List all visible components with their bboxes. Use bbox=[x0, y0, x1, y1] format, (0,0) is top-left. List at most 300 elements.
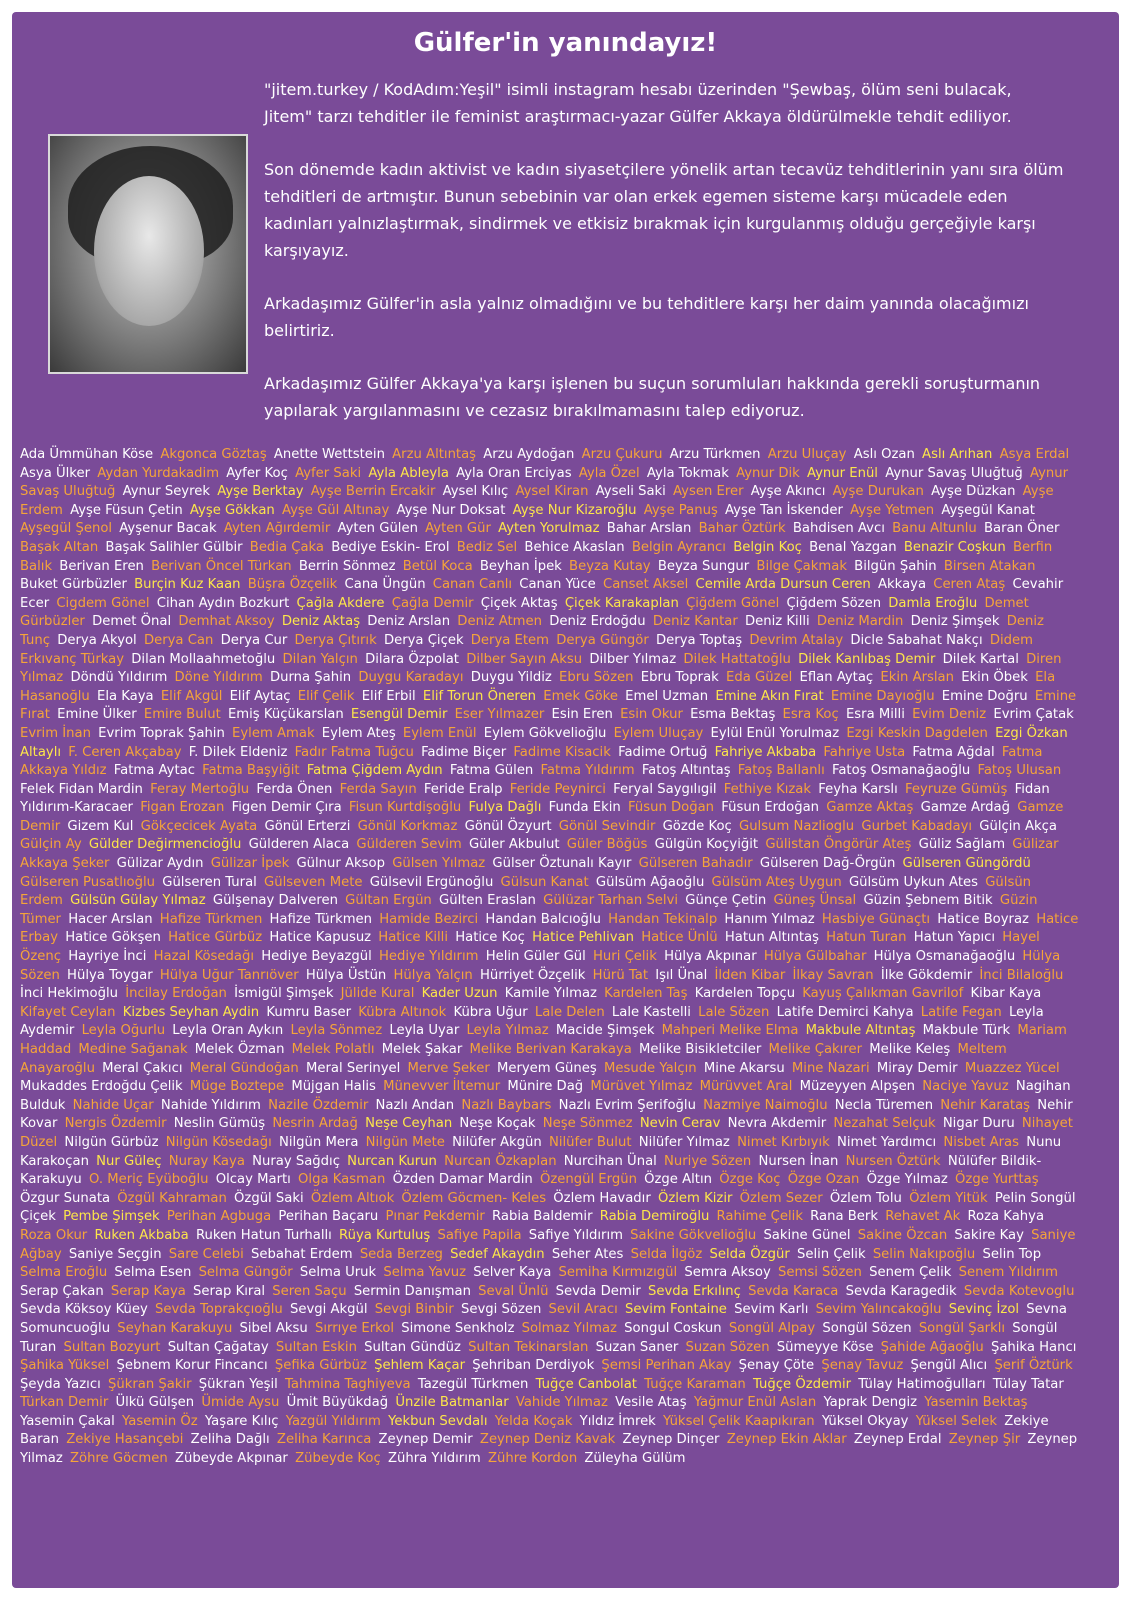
signatory-name: Dilara Özpolat bbox=[365, 651, 459, 667]
portrait-face-shape bbox=[94, 176, 204, 326]
signatory-name: Dilek Kartal bbox=[942, 651, 1019, 667]
signatory-name: Huri Çelik bbox=[593, 949, 657, 965]
signatory-name: Selver Kaya bbox=[473, 1265, 552, 1281]
signatory-name: Duygu Karadayı bbox=[358, 670, 464, 686]
signatory-name: Ekin Arslan bbox=[880, 670, 954, 686]
signatory-name: Selin Top bbox=[982, 1246, 1042, 1262]
signatory-name: Nimet Kırbıyık bbox=[737, 1134, 830, 1150]
signatory-name: Derya Cur bbox=[220, 632, 288, 648]
signatory-name: Zeynep Yilmaz bbox=[20, 1432, 1078, 1467]
signatory-name: Sultan Çağatay bbox=[167, 1339, 269, 1355]
signatory-name: Gülseren Pusatlıoğlu bbox=[20, 874, 156, 890]
signatory-name: Özlem Altıok bbox=[310, 1190, 395, 1206]
signatory-name: Tahmina Taghiyeva bbox=[285, 1376, 411, 1392]
signatory-name: Ayla Özel bbox=[578, 465, 640, 481]
signatory-name: Aynur Seyrek bbox=[122, 484, 210, 500]
signatory-name: Hacer Arslan bbox=[68, 911, 153, 927]
signatory-name: Selma Eroğlu bbox=[20, 1265, 108, 1281]
signatory-name: Ayşe Panuş bbox=[643, 502, 718, 518]
signatory-name: Emire Bulut bbox=[143, 707, 221, 723]
signatory-name: Suzan Saner bbox=[595, 1339, 679, 1355]
signatory-name: Müge Boztepe bbox=[189, 1079, 285, 1095]
signatory-name: Ayşenur Bacak bbox=[119, 521, 217, 537]
signatory-name: Züleyha Gülüm bbox=[584, 1451, 686, 1467]
signatory-name: Nehir Karataş bbox=[940, 1097, 1031, 1113]
signatory-name: Mahperi Melike Elma bbox=[661, 1023, 799, 1039]
signatory-name: Demet Gürbüzler bbox=[20, 595, 1029, 630]
signatory-name: Ruken Hatun Turhallı bbox=[195, 1227, 332, 1243]
signatory-name: Ünzile Batmanlar bbox=[395, 1395, 509, 1411]
signatory-name: Rüya Kurtuluş bbox=[339, 1227, 431, 1243]
signatory-name: Hülya Toygar bbox=[67, 967, 153, 983]
signatory-name: Ümide Aysu bbox=[201, 1395, 280, 1411]
signatory-name: Yaşare Kılıç bbox=[204, 1413, 279, 1429]
signatory-name: Leyla Aydemir bbox=[20, 1004, 1044, 1039]
signatory-name: Güler Böğüs bbox=[566, 837, 648, 853]
signatory-name: Ayfer Saki bbox=[295, 465, 362, 481]
signatory-name: Özge Koç bbox=[719, 1172, 781, 1188]
signatory-name: Didem Erkıvanç Türkay bbox=[20, 632, 1033, 667]
signatory-name: Evrim Çatak bbox=[993, 707, 1074, 723]
signatory-name: Yüksel Selek bbox=[915, 1413, 997, 1429]
signatory-name: Gurbet Kabadayı bbox=[861, 818, 973, 834]
signatory-name: Cemile Arda Dursun Ceren bbox=[695, 577, 871, 593]
poster-panel bbox=[12, 12, 1119, 1588]
signatory-name: Ebru Toprak bbox=[640, 670, 719, 686]
signatory-name: Semiha Kırmızıgül bbox=[558, 1265, 678, 1281]
signatory-name: Yıldız İmrek bbox=[579, 1413, 656, 1429]
signatory-name: Selin Nakıpoğlu bbox=[872, 1246, 976, 1262]
signatory-name: Saniye Seçgin bbox=[68, 1246, 162, 1262]
signatory-name: Sibel Aksu bbox=[239, 1320, 308, 1336]
signatory-name: Fidan Yıldırım-Karacaer bbox=[20, 781, 1050, 816]
signatory-name: Kayuş Çalıkman Gavrilof bbox=[802, 986, 964, 1002]
signatory-name: Gülseren Güngördü bbox=[902, 856, 1031, 872]
signatory-name: Yelda Koçak bbox=[494, 1413, 573, 1429]
signatory-name: Seda Berzeg bbox=[359, 1246, 443, 1262]
signatory-name: Jülide Kural bbox=[340, 986, 415, 1002]
signatory-name: Eser Yılmazer bbox=[454, 707, 545, 723]
signatory-name: Ayşe Düzkan bbox=[931, 484, 1016, 500]
signatory-name: Makbule Altıntaş bbox=[805, 1023, 916, 1039]
signatory-name: Hatice Boyraz bbox=[937, 911, 1029, 927]
signatory-name: Nihayet Düzel bbox=[20, 1116, 1073, 1150]
signatory-name: Esma Bektaş bbox=[690, 707, 776, 723]
signatory-name: Figan Erozan bbox=[140, 800, 225, 816]
signatory-name: Sevda Demir bbox=[555, 1283, 641, 1299]
signatory-name: Selma Yavuz bbox=[383, 1265, 467, 1281]
signatory-name: Şengül Alıcı bbox=[910, 1358, 988, 1374]
signatory-name: Semsi Sözen bbox=[778, 1265, 862, 1281]
signatory-name: Derya Akyol bbox=[57, 632, 137, 648]
signatory-name: Hatice Koç bbox=[455, 930, 525, 946]
signatory-name: Melike Keleş bbox=[869, 1042, 951, 1057]
signatory-name: Nilgün Gürbüz bbox=[64, 1134, 159, 1150]
signatory-name: Hatice Gökşen bbox=[65, 930, 161, 946]
signatory-name: Çağla Akdere bbox=[296, 595, 385, 611]
signatory-name: Özge Yurttaş bbox=[955, 1172, 1039, 1188]
signatory-name: Derya Etem bbox=[470, 632, 550, 648]
signatory-name: Asya Ülker bbox=[20, 465, 90, 481]
signatory-name: Safiye Yıldırım bbox=[528, 1227, 623, 1243]
signatory-name: Fatoş Altıntaş bbox=[641, 763, 731, 779]
signatory-name: Nahide Uçar bbox=[72, 1097, 154, 1113]
signatory-name: Olga Kasman bbox=[298, 1172, 386, 1188]
signatory-name: Gülsen Yılmaz bbox=[392, 856, 486, 872]
signatory-name: Şükran Şakir bbox=[107, 1376, 192, 1392]
signatory-name: Olcay Martı bbox=[215, 1172, 291, 1188]
signatory-name: Latife Demirci Kahya bbox=[776, 1004, 914, 1020]
signatory-name: Ayten Gür bbox=[425, 521, 491, 537]
signatory-name: Demet Önal bbox=[92, 614, 172, 630]
signatory-name: Melike Berivan Karakaya bbox=[469, 1042, 632, 1057]
signatory-name: Fahriye Akbaba bbox=[714, 744, 817, 760]
signatory-name: Nursen Öztürk bbox=[845, 1153, 941, 1169]
signatory-name: Gülseren Tural bbox=[162, 874, 257, 890]
signatory-name: Sevim Fontaine bbox=[625, 1302, 727, 1318]
signatory-name: Ayşegül Kanat bbox=[941, 502, 1035, 518]
signatory-name: Yasemin Öz bbox=[122, 1413, 198, 1429]
signatory-name: Emine Dayıoğlu bbox=[830, 688, 935, 704]
signatory-name: Berivan Öncel Türkan bbox=[151, 558, 292, 574]
signatory-name: Nur Güleç bbox=[96, 1153, 162, 1169]
signatory-name: Berivan Eren bbox=[59, 558, 144, 574]
signatory-name: Gülseren Bahadır bbox=[638, 856, 753, 872]
signatory-name: Aydan Yurdakadim bbox=[97, 465, 220, 481]
signatory-name: Kumru Baser bbox=[266, 1004, 352, 1020]
signatory-name: Tazegül Türkmen bbox=[417, 1376, 529, 1392]
signatory-name: Suzan Sözen bbox=[685, 1339, 770, 1355]
signatory-name: Cigdem Gönel bbox=[56, 595, 150, 611]
signatory-name: Sevda Erkılınç bbox=[647, 1283, 741, 1299]
signatory-name: Sevda Toprakçıoğlu bbox=[155, 1302, 283, 1318]
signatory-name: Ayten Gülen bbox=[337, 521, 418, 537]
signatory-name: Songül Alpay bbox=[728, 1320, 816, 1336]
signatory-name: Nurcan Kurun bbox=[347, 1153, 437, 1169]
signatory-name: Tuğçe Özdemir bbox=[752, 1376, 852, 1392]
signatory-name: Kamile Yılmaz bbox=[504, 986, 597, 1002]
signatory-name: Fatma Akkaya Yıldız bbox=[20, 744, 1043, 779]
signatory-name: Nahide Yıldırım bbox=[160, 1097, 261, 1113]
signatory-name: Fadime Kisacik bbox=[513, 744, 611, 760]
signatory-name: Ada Ümmühan Köse bbox=[20, 447, 154, 462]
signatory-name: Deniz Aktaş bbox=[281, 614, 361, 630]
signatory-name: Özge Altın bbox=[644, 1172, 712, 1188]
signatory-name: Gülten Eraslan bbox=[439, 893, 536, 909]
signatory-name: Songül Sözen bbox=[822, 1320, 912, 1336]
signatory-name: Tuğçe Canbolat bbox=[535, 1376, 637, 1392]
signatory-name: Fatma Başyiğit bbox=[202, 763, 300, 779]
signatory-name: Derya Çiçek bbox=[383, 632, 464, 648]
signatory-name: Feride Eralp bbox=[423, 781, 503, 797]
signatory-name: Lale Kastelli bbox=[611, 1004, 691, 1020]
signatory-name: Münevver İltemur bbox=[383, 1079, 501, 1095]
signatory-name: Gülizar İpek bbox=[210, 856, 290, 872]
signatory-name: Nergis Özdemir bbox=[64, 1116, 167, 1132]
signatory-name: Nurcan Özkaplan bbox=[444, 1153, 557, 1169]
signatory-name: Sevgi Binbir bbox=[374, 1302, 454, 1318]
signatory-name: Naciye Yavuz bbox=[922, 1079, 1009, 1095]
signatory-name: Hatice Pehlivan bbox=[532, 930, 635, 946]
signatory-name: Demhat Aksoy bbox=[178, 614, 275, 630]
signatory-name: Hülya Sözen bbox=[20, 949, 1061, 983]
signatory-name: Dilek Hattatoğlu bbox=[683, 651, 791, 667]
signatory-name: Semra Aksoy bbox=[684, 1265, 771, 1281]
signatory-name: Songül Turan bbox=[20, 1320, 1058, 1355]
signatory-name: Zühra Yıldırım bbox=[387, 1451, 481, 1467]
signatory-name: Fulya Dağlı bbox=[468, 800, 542, 816]
signatory-name: Songül Şarklı bbox=[918, 1320, 1006, 1336]
signatory-name: Çağla Demir bbox=[391, 595, 474, 611]
signatory-name: Tülay Hatimoğulları bbox=[858, 1376, 986, 1392]
signatory-name: Gönül Korkmaz bbox=[357, 818, 458, 834]
signatory-name: Yasemin Bektaş bbox=[924, 1395, 1028, 1411]
signatory-name: Latife Fegan bbox=[920, 1004, 1002, 1020]
signatory-name: Seyhan Karakuyu bbox=[117, 1320, 233, 1336]
signatory-name: Nilüfer Bulut bbox=[548, 1134, 632, 1150]
signatory-name: Çiçek Karakaplan bbox=[564, 595, 679, 611]
signatory-name: Deniz Arslan bbox=[367, 614, 451, 630]
signatory-name: Arzu Çukuru bbox=[581, 447, 663, 462]
signatory-name: Gülistan Öngörür Ateş bbox=[765, 837, 912, 853]
signatory-name: Döne Yıldırım bbox=[174, 670, 263, 686]
signatory-name: Hatice Ünlü bbox=[641, 930, 718, 946]
signatory-name: Ayşe Gül Altınay bbox=[281, 502, 390, 518]
signatory-name: Şahika Hancı bbox=[990, 1339, 1077, 1355]
signatory-name: Elif Çelik bbox=[297, 688, 355, 704]
signatory-name: Zeynep Dinçer bbox=[622, 1432, 720, 1448]
signatory-name: Özden Damar Mardin bbox=[392, 1172, 533, 1188]
signatory-name: Zeliha Karınca bbox=[276, 1432, 372, 1448]
signatory-name: Perihan Agbuga bbox=[166, 1209, 272, 1225]
signatory-name: İncilay Erdoğan bbox=[125, 986, 227, 1002]
signatory-name: Meltem Anayaroğlu bbox=[20, 1042, 1007, 1076]
signatory-name: Güzin Şebnem Bitik bbox=[863, 893, 993, 909]
signatory-name: Feryal Saygılıgil bbox=[613, 781, 717, 797]
signatory-name: Gönül Sevindir bbox=[558, 818, 656, 834]
signatory-name: Işıl Ünal bbox=[655, 967, 708, 983]
signatory-name: Benazir Coşkun bbox=[903, 539, 1006, 555]
signatory-name: Ayşe Tan İskender bbox=[725, 502, 843, 518]
signatory-name: Safiye Papila bbox=[437, 1227, 522, 1243]
signatory-name: Ela Kaya bbox=[96, 688, 154, 704]
signatory-name: Birsen Atakan bbox=[943, 558, 1036, 574]
signatory-name: Kibar Kaya bbox=[970, 986, 1042, 1002]
signatory-name: Özlem Sezer bbox=[739, 1190, 823, 1206]
signatory-name: Yaprak Dengiz bbox=[823, 1395, 918, 1411]
signatory-name: Rana Berk bbox=[810, 1209, 878, 1225]
signatory-name: Sultan Bozyurt bbox=[63, 1339, 161, 1355]
signatory-name: Nehir Kovar bbox=[20, 1097, 1073, 1132]
signatory-name: Sultan Gündüz bbox=[364, 1339, 461, 1355]
signatory-name: Gülderen Sevim bbox=[356, 837, 462, 853]
signatory-name: Gülsüm Ağaoğlu bbox=[595, 874, 705, 890]
signatory-name: Selda Özgür bbox=[709, 1246, 790, 1262]
signatory-name: Neşe Ceyhan bbox=[365, 1116, 453, 1132]
signatory-name: Ferda Sayın bbox=[339, 781, 417, 797]
signatory-name: Ayla Oran Erciyas bbox=[456, 465, 572, 481]
signatory-name: Gülsevil Ergünoğlu bbox=[369, 874, 494, 890]
portrait-photo bbox=[48, 134, 248, 374]
signatory-name: Fatma Çiğdem Aydın bbox=[306, 763, 443, 779]
signatory-name: Esin Eren bbox=[551, 707, 613, 723]
signatory-name: Fatoş Ballanlı bbox=[737, 763, 825, 779]
signatory-name: Hatice Kapusuz bbox=[269, 930, 372, 946]
signatory-name: Canan Canlı bbox=[432, 577, 513, 593]
signatory-name: Mürüvvet Aral bbox=[699, 1079, 793, 1095]
signatory-name: Bahdisen Avcı bbox=[792, 521, 885, 537]
signatory-name: Dilan Mollaahmetoğlu bbox=[131, 651, 276, 667]
signatory-name: Nevra Akdemir bbox=[727, 1116, 827, 1132]
signatory-name: Türkan Demir bbox=[20, 1395, 109, 1411]
signatory-name: Fadime Ortuğ bbox=[618, 744, 708, 760]
signatory-name: Çiğdem Gönel bbox=[686, 595, 780, 611]
signatory-name: Fatma Gülen bbox=[449, 763, 534, 779]
signatory-name: Döndü Yıldırım bbox=[70, 670, 168, 686]
signatory-name: Bedia Çaka bbox=[249, 539, 325, 555]
signatory-name: Elif Aytaç bbox=[229, 688, 291, 704]
signatory-name: Lale Delen bbox=[534, 1004, 605, 1020]
signatory-name: Cihan Aydın Bozkurt bbox=[156, 595, 290, 611]
signatory-name: Rahime Çelik bbox=[716, 1209, 803, 1225]
signatory-name: Hülya Osmanağaoğlu bbox=[873, 949, 1016, 965]
signatory-name: Emek Göke bbox=[543, 688, 618, 704]
signatory-name: Nilgün Kösedağı bbox=[165, 1134, 272, 1150]
signatory-name: Hülya Akpınar bbox=[664, 949, 757, 965]
signatory-name: Meryem Güneş bbox=[496, 1060, 597, 1076]
signatory-name: Canset Aksel bbox=[602, 577, 689, 593]
signatory-name: Nigar Duru bbox=[942, 1116, 1015, 1132]
signatory-name: Ümit Büyükdağ bbox=[286, 1395, 389, 1411]
signatory-name: Ayşe Durukan bbox=[832, 484, 924, 500]
signatory-name: Hediye Beyazgül bbox=[261, 949, 372, 965]
signatory-name: Aslı Arıhan bbox=[922, 447, 993, 462]
signatory-name: Füsun Doğan bbox=[628, 800, 715, 816]
signatory-name: Sakire Kay bbox=[954, 1227, 1024, 1243]
signatory-name: Nesrin Ardağ bbox=[272, 1116, 358, 1132]
signatory-name: Seher Ates bbox=[551, 1246, 624, 1262]
signatory-name: Hafize Türkmen bbox=[269, 911, 373, 927]
signatory-name: Ceren Ataş bbox=[933, 577, 1006, 593]
signatory-name: Gülsüm Uykun Ates bbox=[848, 874, 978, 890]
signatory-name: Nevin Cerav bbox=[639, 1116, 721, 1132]
signatory-name: Elif Akgül bbox=[160, 688, 223, 704]
signatory-name: Ayşe Nur Kizaroğlu bbox=[512, 502, 637, 518]
signatory-name: Münire Dağ bbox=[507, 1079, 584, 1095]
signatory-name: Başak Salihler Gülbir bbox=[105, 539, 243, 555]
signatory-name: Çiçek Aktaş bbox=[480, 595, 558, 611]
signatory-name: Merve Şeker bbox=[407, 1060, 490, 1076]
signatory-name: Nilgün Mete bbox=[365, 1134, 445, 1150]
signatory-name: Selma Uruk bbox=[299, 1265, 377, 1281]
signatory-name: Eylem Gökvelioğlu bbox=[483, 725, 607, 741]
signatory-name: Figen Demir Çıra bbox=[231, 800, 342, 816]
signatory-name: Zeynep Erdal bbox=[853, 1432, 942, 1448]
signatory-name: Ayla Tokmak bbox=[646, 465, 729, 481]
signatory-name: Özlem Tolu bbox=[829, 1190, 902, 1206]
signatory-name: Mukaddes Erdoğdu Çelik bbox=[20, 1079, 183, 1095]
signatory-name: Emine Fırat bbox=[20, 688, 1077, 723]
signatory-name: Beyhan İpek bbox=[479, 558, 562, 574]
signatory-name: Belgin Koç bbox=[733, 539, 802, 555]
signatory-name: Hayel Özenç bbox=[20, 930, 1040, 965]
signatory-name: Dicle Sabahat Nakçı bbox=[850, 632, 983, 648]
signatory-name: Feride Peynirci bbox=[509, 781, 606, 797]
signatory-name: Ayşe Berktay bbox=[217, 484, 304, 500]
signatory-name: Özengül Ergün bbox=[539, 1172, 637, 1188]
signatory-name: Ferda Önen bbox=[256, 781, 333, 797]
signatory-name: Eflan Aytaç bbox=[799, 670, 874, 686]
signatory-name: Gülşenay Dalveren bbox=[212, 893, 338, 909]
signatory-name: Aslı Ozan bbox=[853, 447, 915, 462]
signatory-name: Sakine Gökvelioğlu bbox=[630, 1227, 757, 1243]
signatory-name: Duygu Yildiz bbox=[470, 670, 552, 686]
signatory-name: Ayşe Berrin Ercakir bbox=[310, 484, 436, 500]
signatory-name: Gülçin Akça bbox=[979, 818, 1057, 834]
signatory-name: Eylem Enül bbox=[402, 725, 477, 741]
signatory-name: Kardelen Topçu bbox=[694, 986, 796, 1002]
signatory-name: Feyha Karslı bbox=[818, 781, 898, 797]
signatory-name: Hatun Turan bbox=[826, 930, 907, 946]
signatory-name: Miray Demir bbox=[876, 1060, 958, 1076]
signatory-name: Neşe Sönmez bbox=[542, 1116, 633, 1132]
signatory-name: Hülya Gülbahar bbox=[763, 949, 867, 965]
signatory-name: Ayşe Gökkan bbox=[189, 502, 275, 518]
signatory-name: Fatoş Ulusan bbox=[977, 763, 1062, 779]
signatory-name: Aysel Kılıç bbox=[442, 484, 509, 500]
signatory-name: Berrin Sönmez bbox=[298, 558, 396, 574]
signatory-name: Mine Nazari bbox=[791, 1060, 870, 1076]
signatory-name: Elif Torun Öneren bbox=[422, 688, 537, 704]
signatory-name: Gülser Öztunalı Kayır bbox=[492, 856, 632, 872]
signatory-name: Arzu Uluçay bbox=[767, 447, 847, 462]
signatory-name: Nilüfer Yılmaz bbox=[638, 1134, 730, 1150]
signatory-name: Müjgan Halis bbox=[291, 1079, 376, 1095]
signatory-name: Saniye Ağbay bbox=[20, 1227, 1076, 1262]
signatory-name: Derya Güngör bbox=[556, 632, 649, 648]
signatory-name: Nülüfer Bildik-Karakuyu bbox=[20, 1153, 1042, 1188]
signatory-name: Nimet Yardımcı bbox=[837, 1134, 937, 1150]
signatory-name: Zübeyde Akpınar bbox=[174, 1451, 288, 1467]
signatory-name: Hamide Bezirci bbox=[379, 911, 479, 927]
signatory-name: Hülya Uğur Tanrıöver bbox=[159, 967, 299, 983]
signatory-name: Sakine Günel bbox=[763, 1227, 851, 1243]
signatory-name: Nagihan Bulduk bbox=[20, 1079, 1071, 1113]
signatory-name: Hayriye İnci bbox=[68, 949, 147, 965]
signatory-name: Gülgün Koçyiğit bbox=[654, 837, 759, 853]
signatory-name: Günçe Çetin bbox=[685, 893, 767, 909]
signatory-name: Başak Altan bbox=[20, 539, 99, 555]
signatory-name: Leyla Yılmaz bbox=[466, 1023, 549, 1039]
signatory-name: F. Dilek Eldeniz bbox=[188, 744, 288, 760]
signatory-name: Güneş Ünsal bbox=[773, 893, 857, 909]
signatory-name: Aynur Enül bbox=[807, 465, 878, 481]
signatory-name: Hazal Kösedağı bbox=[153, 949, 254, 965]
signatory-name: Gülderen Alaca bbox=[248, 837, 350, 853]
signatory-name: Yüksel Okyay bbox=[821, 1413, 909, 1429]
signatory-name: Zekiye Hasançebi bbox=[66, 1432, 184, 1448]
signatory-name: Kifayet Ceylan bbox=[20, 1004, 116, 1020]
signatory-name: Evrim Toprak Şahin bbox=[98, 725, 225, 741]
signatory-name: Behice Akaslan bbox=[524, 539, 625, 555]
signatory-name: Ayşe Nur Doksat bbox=[396, 502, 506, 518]
signatory-name: Melike Çakırer bbox=[768, 1042, 863, 1057]
signatory-name: Büşra Özçelik bbox=[247, 577, 338, 593]
signatory-name: Bahar Öztürk bbox=[698, 521, 786, 537]
signatory-name: Nuray Kaya bbox=[168, 1153, 245, 1169]
signatory-name: Emine Doğru bbox=[941, 688, 1028, 704]
signatory-name: Mürüvet Yılmaz bbox=[590, 1079, 693, 1095]
